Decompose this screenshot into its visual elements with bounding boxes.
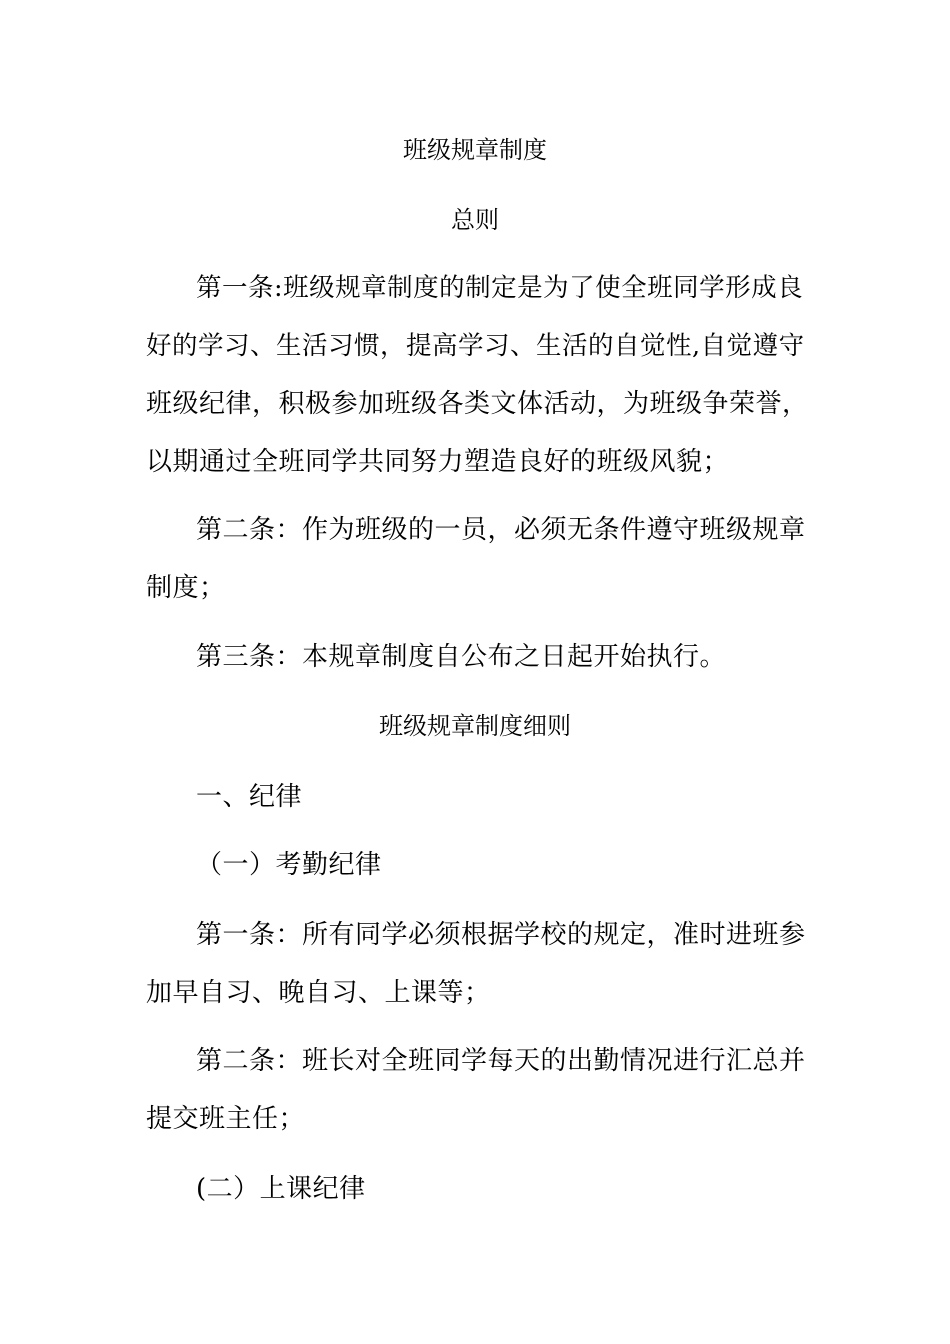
general-article2-line1: 第二条：作为班级的一员，必须无条件遵守班级规章 [196, 515, 806, 545]
subsection1-heading: （一）考勤纪律 [196, 850, 382, 880]
attendance-article2-line1: 第二条：班长对全班同学每天的出勤情况进行汇总并 [196, 1046, 806, 1076]
subsection2-heading: (二）上课纪律 [196, 1174, 366, 1204]
details-heading: 班级规章制度细则 [379, 712, 571, 740]
section1-heading: 一、纪律 [196, 782, 303, 812]
general-article1-line4: 以期通过全班同学共同努力塑造良好的班级风貌； [146, 447, 730, 477]
general-heading: 总则 [451, 206, 499, 234]
general-article2-line2: 制度； [146, 573, 226, 603]
document-title: 班级规章制度 [403, 136, 547, 164]
general-article1-line1: 第一条:班级规章制度的制定是为了使全班同学形成良 [196, 273, 804, 303]
attendance-article1-line2: 加早自习、晚自习、上课等； [146, 978, 491, 1008]
general-article1-line3: 班级纪律，积极参加班级各类文体活动，为班级争荣誉， [146, 389, 809, 419]
attendance-article1-line1: 第一条：所有同学必须根据学校的规定，准时进班参 [196, 920, 806, 950]
general-article1-line2: 好的学习、生活习惯，提高学习、生活的自觉性,自觉遵守 [146, 331, 805, 361]
attendance-article2-line2: 提交班主任； [146, 1104, 306, 1134]
general-article3-line1: 第三条：本规章制度自公布之日起开始执行。 [196, 642, 727, 672]
